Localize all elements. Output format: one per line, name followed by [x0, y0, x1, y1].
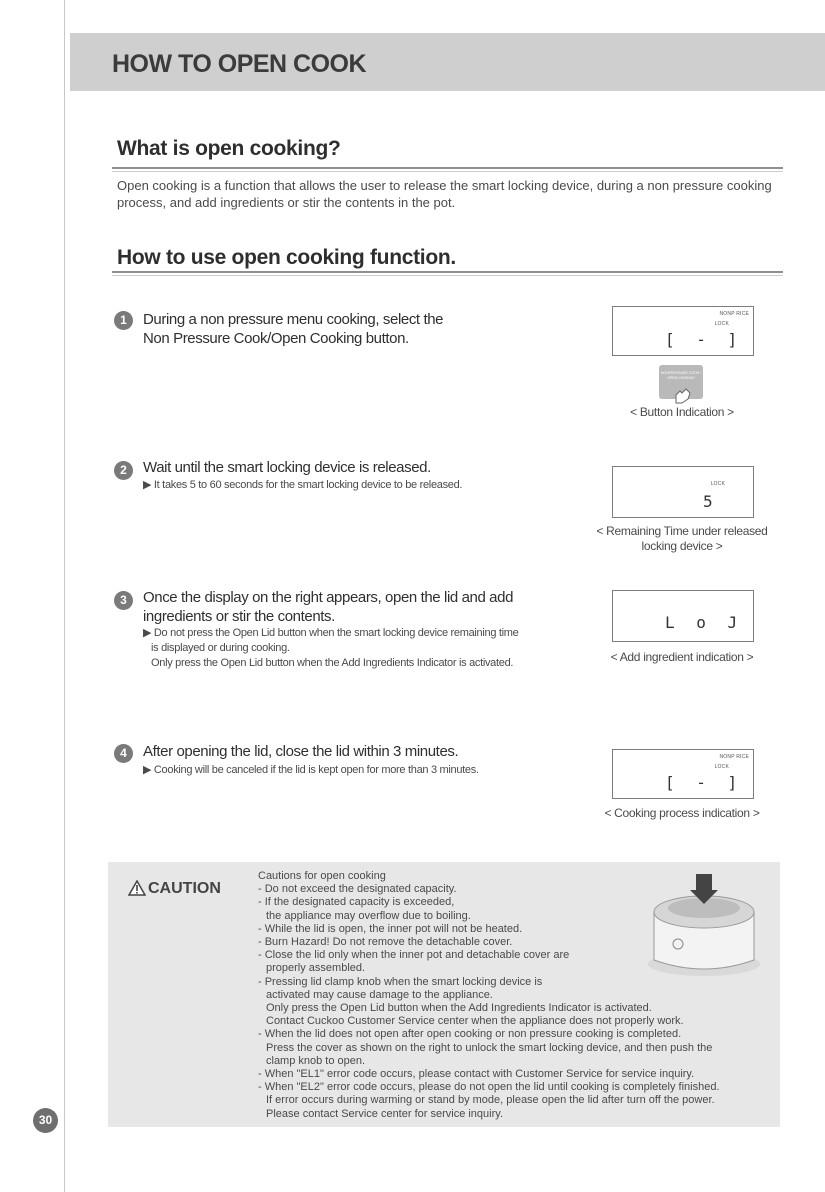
rice-cooker-illustration [640, 868, 768, 980]
caution-line: Only press the Open Lid button when the Add Ingredients Indicator is activated. [266, 1002, 652, 1015]
step-3-title [143, 588, 513, 626]
step-title-line: ingredients or stir the contents. [143, 608, 335, 625]
section-rule [112, 271, 783, 273]
caption-line: < Remaining Time under released [596, 524, 768, 538]
lcd-digits: L o J [665, 613, 744, 632]
step-note-line: Only press the Open Lid button when the Add Ingredients Indicator is activated. [151, 657, 514, 669]
caution-line: the appliance may overflow due to boiling. [266, 909, 471, 922]
section1-paragraph [117, 177, 797, 211]
caution-line: Contact Cuckoo Customer Service center when the appliance does not properly work. [266, 1015, 684, 1028]
warning-triangle-icon [128, 880, 146, 896]
caution-line: If error occurs during warming or stand by mode, please open the lid after turn off the power. [266, 1094, 715, 1107]
caution-line: - When "EL2" error code occurs, please do not open the lid until cooking is completely finished. [258, 1081, 720, 1094]
lcd-label: NONP RICE [719, 754, 749, 760]
lcd-label: LOCK [714, 764, 729, 770]
caution-line: Press the cover as shown on the right to unlock the smart locking device, and then push the [266, 1041, 713, 1054]
display-caption: < Add ingredient indication > [610, 650, 754, 664]
step-2-note: ▶ It takes 5 to 60 seconds for the smart locking device to be released. [143, 479, 463, 491]
pointing-hand-icon [672, 385, 694, 405]
step-number-badge: 1 [114, 311, 133, 330]
page-spine-line [64, 0, 65, 1192]
caution-line: - Burn Hazard! Do not remove the detachable cover. [258, 936, 513, 949]
paragraph-line: process, and add ingredients or stir the contents in the pot. [117, 195, 456, 210]
step-number-badge: 4 [114, 744, 133, 763]
lcd-digits: [ - ] [665, 330, 744, 349]
section-rule-thin [112, 171, 783, 172]
step-note-line: ▶ Do not press the Open Lid button when the smart locking device remaining time [143, 627, 519, 639]
step-title-line: Once the display on the right appears, open the lid and add [143, 589, 514, 606]
caution-line: - If the designated capacity is exceeded, [258, 896, 455, 909]
caution-line: - Do not exceed the designated capacity. [258, 883, 457, 896]
step-3-notes [143, 626, 518, 671]
step-4-title: After opening the lid, close the lid within 3 minutes. [143, 743, 459, 760]
caution-title: CAUTION [148, 880, 221, 897]
display-caption: < Cooking process indication > [604, 806, 760, 820]
step-number-badge: 3 [114, 591, 133, 610]
step-title-line: During a non pressure menu cooking, select the [143, 311, 444, 328]
step-4-note: ▶ Cooking will be canceled if the lid is kept open for more than 3 minutes. [143, 764, 479, 776]
paragraph-line: Open cooking is a function that allows the user to release the smart locking device, during a non pressure cooking [117, 178, 772, 193]
step-title-line: Non Pressure Cook/Open Cooking button. [143, 330, 409, 347]
caution-line: Please contact Service center for service inquiry. [266, 1107, 504, 1120]
lcd-label: LOCK [714, 321, 729, 327]
lcd-display-cooking-process [612, 749, 754, 799]
button-icon-label: NONPRESSURE COOK / OPEN COOKING [660, 371, 702, 380]
lcd-display-add-ingredient [612, 590, 754, 642]
caution-line: properly assembled. [266, 962, 366, 975]
caution-line: - Pressing lid clamp knob when the smart locking device is [258, 975, 543, 988]
page-title: HOW TO OPEN COOK [112, 50, 367, 78]
caution-line: - When "EL1" error code occurs, please contact with Customer Service for service inquiry. [258, 1068, 695, 1081]
lcd-label: NONP RICE [719, 311, 749, 317]
caution-line: - When the lid does not open after open cooking or non pressure cooking is completed. [258, 1028, 682, 1041]
section-heading-what-is: What is open cooking? [117, 137, 341, 160]
lcd-digits: [ - ] [665, 773, 744, 792]
section-heading-how-to-use: How to use open cooking function. [117, 246, 456, 269]
step-number-badge: 2 [114, 461, 133, 480]
display-caption: < Button Indication > [630, 405, 734, 419]
caption-line: locking device > [641, 539, 723, 553]
lcd-display-remaining-time [612, 466, 754, 518]
lcd-label: LOCK [710, 481, 725, 487]
step-1-title [143, 310, 443, 348]
lcd-display-button-indication [612, 306, 754, 356]
caution-line: activated may cause damage to the appliance. [266, 988, 493, 1001]
section-rule [112, 167, 783, 169]
caution-line: clamp knob to open. [266, 1054, 366, 1067]
caution-line: Cautions for open cooking [258, 870, 386, 882]
lcd-digits: 5 [703, 492, 719, 511]
step-note-line: is displayed or during cooking. [151, 642, 290, 654]
step-2-title: Wait until the smart locking device is released. [143, 459, 431, 476]
caution-line: - Close the lid only when the inner pot and detachable cover are [258, 949, 570, 962]
section-rule-thin [112, 275, 783, 276]
caution-line: - While the lid is open, the inner pot will not be heated. [258, 922, 523, 935]
page-number-badge: 30 [33, 1108, 58, 1133]
display-caption [596, 524, 768, 554]
